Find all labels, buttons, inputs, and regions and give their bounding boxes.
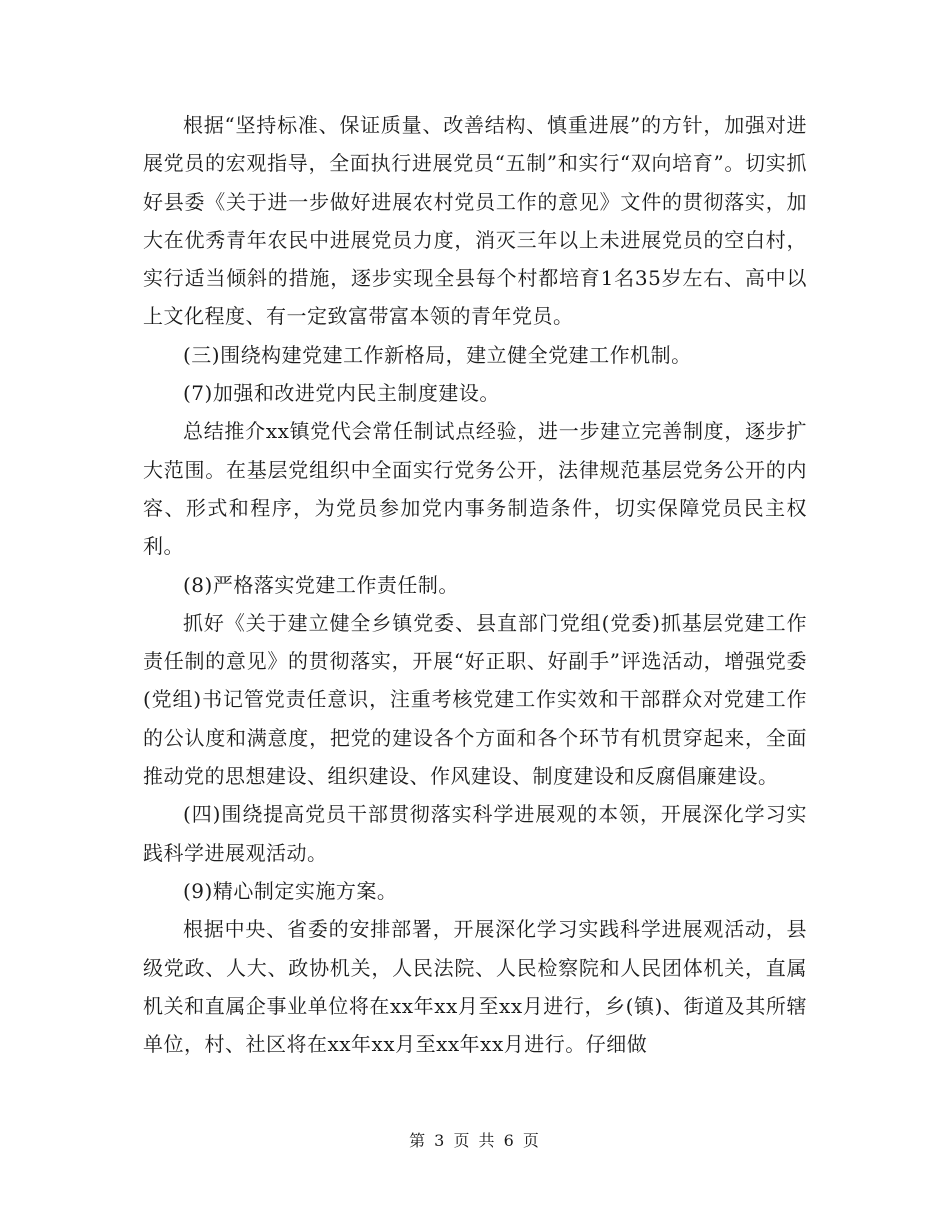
item-heading-7: (7)加强和改进党内民主制度建设。 [183, 381, 500, 406]
section-heading-3: (三)围绕构建党建工作新格局，建立健全党建工作机制。 [183, 342, 692, 367]
paragraph-1: 根据“坚持标准、保证质量、改善结构、慎重进展”的方针，加强对进展党员的宏观指导，全面执行进展党员“五制”和实行“双向培育”。切实抓好县委《关于进一步做好进展农村党员工作的意见》文件的贯彻落实，加大在优秀青年农民中进展党员力度，消灭三年以上未进展党员的空白村，实行适当倾斜的措施，逐步实现全县每个村都培育1名35岁左右、高中以上文化程度、有一定致富带富本领的青年党员。 [143, 113, 807, 329]
paragraph-4: 根据中央、省委的安排部署，开展深化学习实践科学进展观活动，县级党政、人大、政协机关，人民法院、人民检察院和人民团体机关，直属机关和直属企事业单位将在xx年xx月至xx月进行，乡(镇)、街道及其所辖单位，村、社区将在xx年xx月至xx年xx月进行。仔细做 [143, 917, 807, 1057]
page-number-footer: 第 3 页 共 6 页 [409, 1131, 541, 1150]
item-heading-9: (9)精心制定实施方案。 [183, 878, 398, 903]
paragraph-2: 总结推介xx镇党代会常任制试点经验，进一步建立完善制度，逐步扩大范围。在基层党组织中全面实行党务公开，法律规范基层党务公开的内容、形式和程序，为党员参加党内事务制造条件，切实保障党员民主权利。 [143, 419, 807, 559]
document-body [143, 106, 807, 1063]
item-heading-8: (8)严格落实党建工作责任制。 [183, 572, 459, 597]
paragraph-3: 抓好《关于建立健全乡镇党委、县直部门党组(党委)抓基层党建工作责任制的意见》的贯彻落实，开展“好正职、好副手”评选活动，增强党委(党组)书记管党责任意识，注重考核党建工作实效和干部群众对党建工作的公认度和满意度，把党的建设各个方面和各个环节有机贯穿起来，全面推动党的思想建设、组织建设、作风建设、制度建设和反腐倡廉建设。 [143, 610, 807, 789]
section-heading-4: (四)围绕提高党员干部贯彻落实科学进展观的本领，开展深化学习实践科学进展观活动。 [143, 802, 807, 865]
